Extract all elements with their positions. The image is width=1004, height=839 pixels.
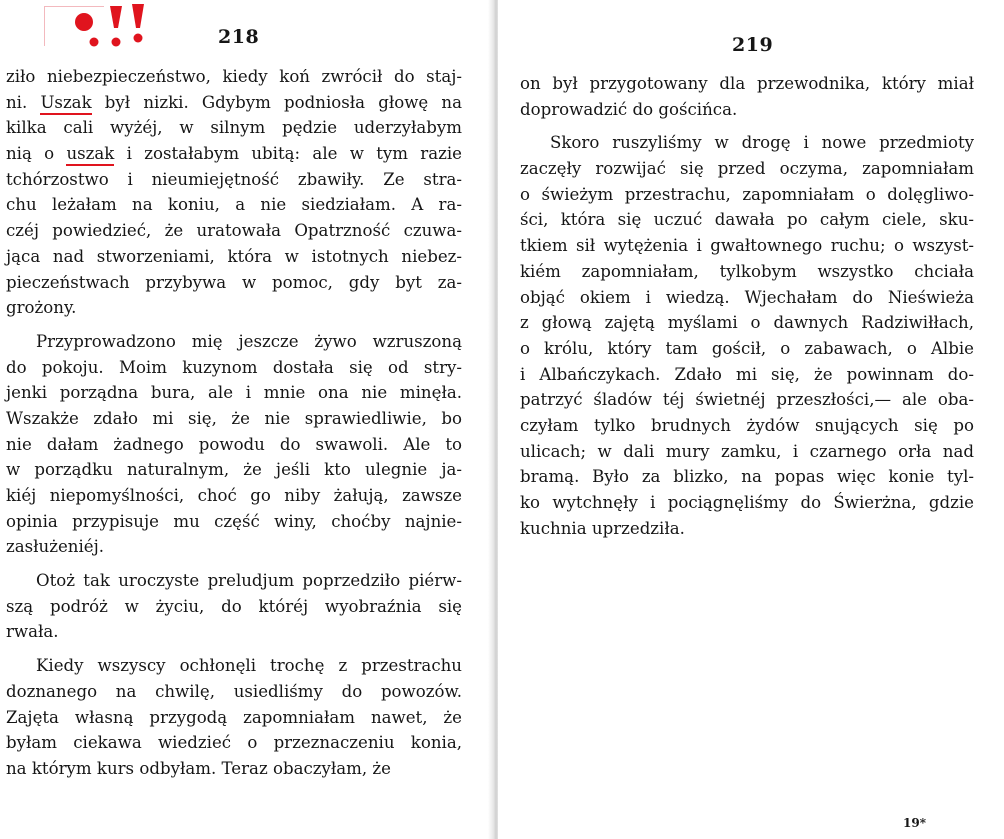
text-line: kiéj niepomyślności, choć go niby żałują, zawsze (6, 486, 462, 505)
right-text-block (520, 71, 974, 541)
page-number-left: 218 (218, 26, 260, 48)
text-line: byłam ciekawa wiedzieć o przeznaczeniu konia, (6, 733, 462, 753)
text-line: bramą. Było za blizko, na popas więc konie tyl- (520, 467, 974, 487)
text-line: do pokoju. Moim kuzynom dostała się od stry- (6, 357, 462, 377)
text-line: Otoż tak uroczyste preludjum poprzedziło piérw- (36, 571, 462, 591)
text-line: rwała. (6, 622, 59, 642)
text-line: doprowadzić do gościńca. (520, 99, 738, 119)
text-line: i Albańczykach. Zdało mi się, że powinnam do- (520, 364, 974, 384)
text-line: tkiem sił wytężenia i gwałtownego ruchu; o wszyst- (520, 236, 974, 256)
text-line: o świeżym przestrachu, zapomniałam o dolęgliwo- (520, 184, 974, 204)
text-line: tchórzostwo i nieumiejętność zbawiły. Ze stra- (6, 169, 462, 189)
text-line: o królu, który tam gościł, o zabawach, o Albie (520, 338, 974, 358)
text-line: nie dałam żadnego powodu do swawoli. Ale to (6, 434, 462, 454)
text-line: czyłam tylko brudnych żydów snujących się po (520, 415, 974, 435)
text-line: on był przygotowany dla przewodnika, który miał (520, 74, 974, 93)
text-line: szą podróż w życiu, do któréj wyobraźnia się (6, 596, 462, 616)
red-exclamation-marker-icon (44, 2, 194, 50)
text-line: z głową zajętą myślami o dawnych Radziwiłłach, (520, 313, 974, 333)
text-line: Przyprowadzono mię jeszcze żywo wzruszoną (36, 331, 462, 351)
text-line: chu leżałam na koniu, a nie siedziałam. A ra- (6, 195, 462, 215)
text-line: ko wytchnęły i pociągnęliśmy do Świerżna, gdzie (520, 493, 974, 512)
page-number-right: 219 (732, 34, 774, 56)
text-line: ulicach; w dali mury zamku, i czarnego orła nad (520, 441, 974, 461)
text-line: grożony. (6, 298, 77, 318)
text-line: Wszakże zdało mi się, że nie sprawiedliwie, bo (6, 408, 462, 428)
text-line: zasłużeniéj. (6, 537, 105, 557)
text-line: doznanego na chwilę, usiedliśmy do powozów. (6, 681, 462, 701)
text-line: ni. Uszak był nizki. Gdybym podniosła głowę na (6, 90, 462, 116)
text-line: pieczeństwach przybywa w pomoc, gdy byt za- (6, 272, 462, 292)
right-page (498, 0, 1004, 839)
text-line: objąć okiem i wiedzą. Wjechałam do Nieświeża (520, 287, 974, 307)
text-line: na którym kurs odbyłam. Teraz obaczyłam, że (6, 758, 391, 778)
underlined-word: Uszak (40, 93, 91, 115)
text-line: Skoro ruszyliśmy w drogę i nowe przedmioty (550, 133, 974, 153)
text-line: zaczęły rozwijać się przed oczyma, zapomniałam (520, 159, 974, 179)
left-text-block (6, 64, 462, 782)
underlined-word: uszak (66, 144, 114, 166)
text-line: patrzyć śladów téj świetnéj przeszłości,— ale oba- (520, 390, 974, 410)
text-line: jąca nad stworzeniami, która w istotnych niebez- (6, 246, 462, 266)
text-line: Kiedy wszyscy ochłonęli trochę z przestrachu (36, 656, 462, 676)
text-line: nią o uszak i zostałabym ubitą: ale w tym razie (6, 141, 462, 167)
footer-signature: 19* (903, 816, 926, 830)
text-line: kiém zapomniałam, tylkobym wszystko chciała (520, 261, 974, 281)
text-line: kilka cali wyżéj, w silnym pędzie uderzyłabym (6, 118, 462, 138)
left-page (0, 0, 492, 839)
text-line: ziło niebezpieczeństwo, kiedy koń zwrócił do staj- (6, 67, 462, 86)
text-line: w porządku naturalnym, że jeśli kto ulegnie ja- (6, 460, 462, 480)
text-line: opinia przypisuje mu część winy, choćby najnie- (6, 511, 462, 531)
text-line: ści, która się uczuć dawała po całym ciele, sku- (520, 210, 974, 230)
text-line: kuchnia uprzedziła. (520, 518, 685, 538)
text-line: jenki porządna bura, ale i mnie ona nie minęła. (6, 383, 462, 403)
text-line: Zajęta własną przygodą zapomniałam nawet, że (6, 707, 462, 727)
text-line: czéj powiedzieć, że uratowała Opatrzność czuwa- (6, 221, 462, 241)
